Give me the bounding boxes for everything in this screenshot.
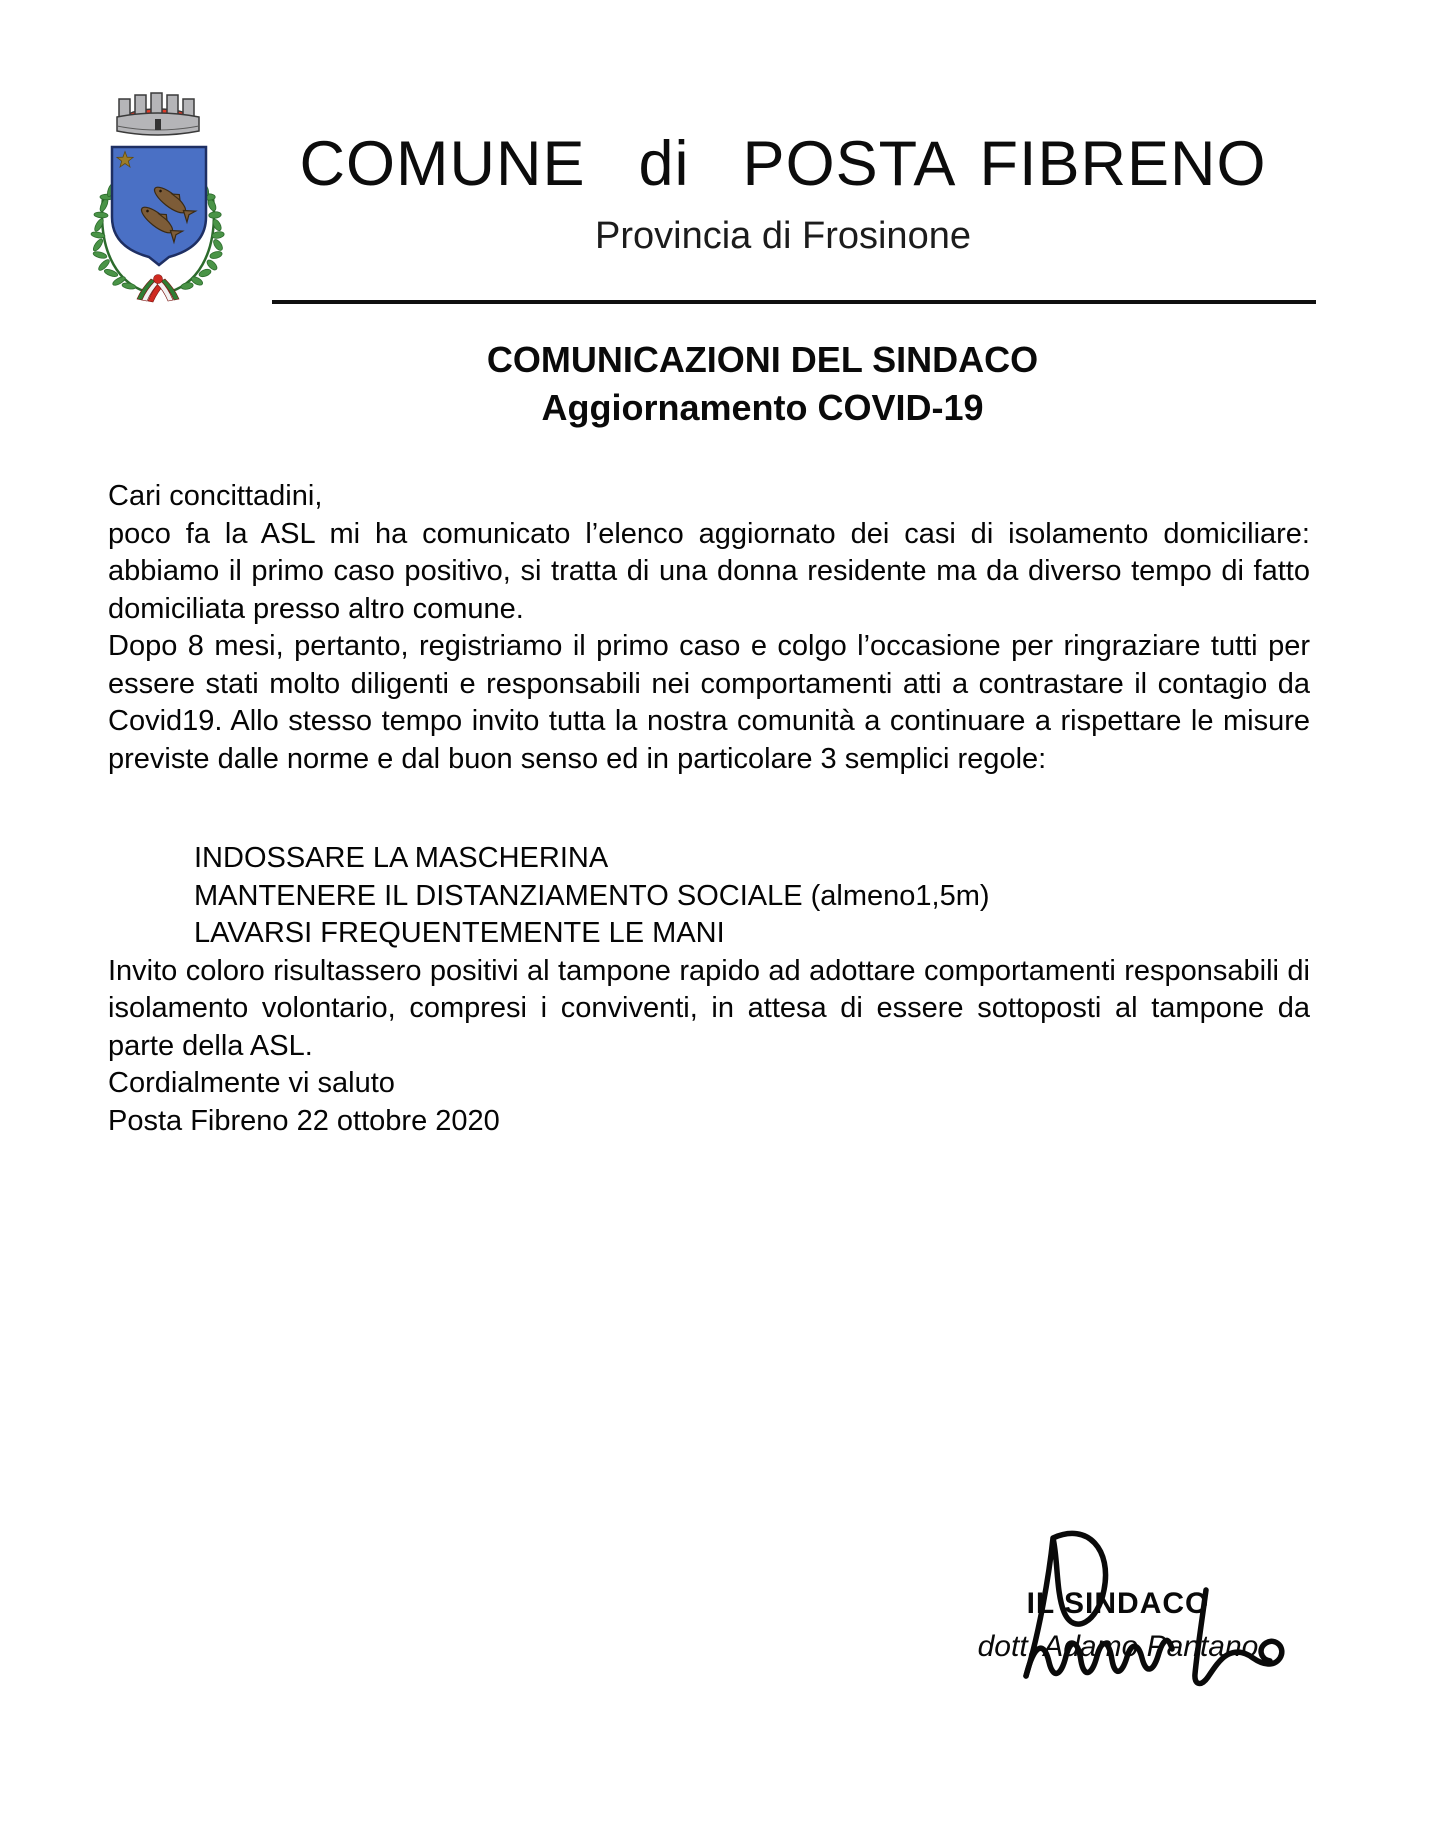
paragraph-1: poco fa la ASL mi ha comunicato l’elenco aggiornato dei casi di isolamento domiciliare: abbiamo il primo caso positivo, si tratta di una donna residente ma da diverso tempo di fatto domiciliata presso altro comune. <box>108 517 1310 625</box>
document-title <box>210 336 1315 432</box>
header-divider <box>272 300 1316 304</box>
letter-body <box>108 478 1310 1140</box>
closing-salutation: Cordialmente vi saluto <box>108 1067 395 1099</box>
title-line-2: Aggiornamento COVID-19 <box>541 387 984 428</box>
letterhead <box>250 128 1316 258</box>
mural-crown-icon <box>117 93 199 135</box>
rules-list <box>108 840 1310 953</box>
municipal-coat-of-arms-icon <box>73 85 233 305</box>
signature-stroke <box>1195 1590 1282 1683</box>
paragraph-2: Dopo 8 mesi, pertanto, registriamo il primo caso e colgo l’occasione per ringraziare tutti per essere stati molto diligenti e responsabili nei comportamenti atti a contrastare il contagio da Covid19. Allo stesso tempo invito tutta la nostra comunità a continuare a rispettare le misure previste dalle norme e dal buon senso ed in particolare 3 semplici regole: <box>108 630 1310 775</box>
rule-social-distance: MANTENERE IL DISTANZIAMENTO SOCIALE (almeno1,5m) <box>194 879 990 912</box>
title-line-1: COMUNICAZIONI DEL SINDACO <box>486 339 1039 380</box>
rule-wash-hands: LAVARSI FREQUENTEMENTE LE MANI <box>194 917 725 949</box>
tricolor-ribbon-icon <box>137 275 179 303</box>
signer-role: IL SINDACO <box>1026 1587 1210 1620</box>
rule-wear-mask: INDOSSARE LA MASCHERINA <box>194 842 609 874</box>
municipality-name: COMUNE di POSTA FIBRENO <box>299 129 1267 199</box>
paragraph-3: Invito coloro risultassero positivi al tampone rapido ad adottare comportamenti responsabili di isolamento volontario, compresi i conviventi, in attesa di essere sottoposti al tampone da parte della ASL. <box>108 954 1310 1062</box>
province-name: Provincia di Frosinone <box>595 215 971 257</box>
place-and-date: Posta Fibreno 22 ottobre 2020 <box>108 1104 500 1137</box>
signature-stroke <box>1026 1641 1172 1676</box>
handwritten-signature <box>950 1516 1300 1701</box>
salutation: Cari concittadini, <box>108 480 323 512</box>
signer-name: dott. Adamo Pantano <box>977 1630 1259 1663</box>
